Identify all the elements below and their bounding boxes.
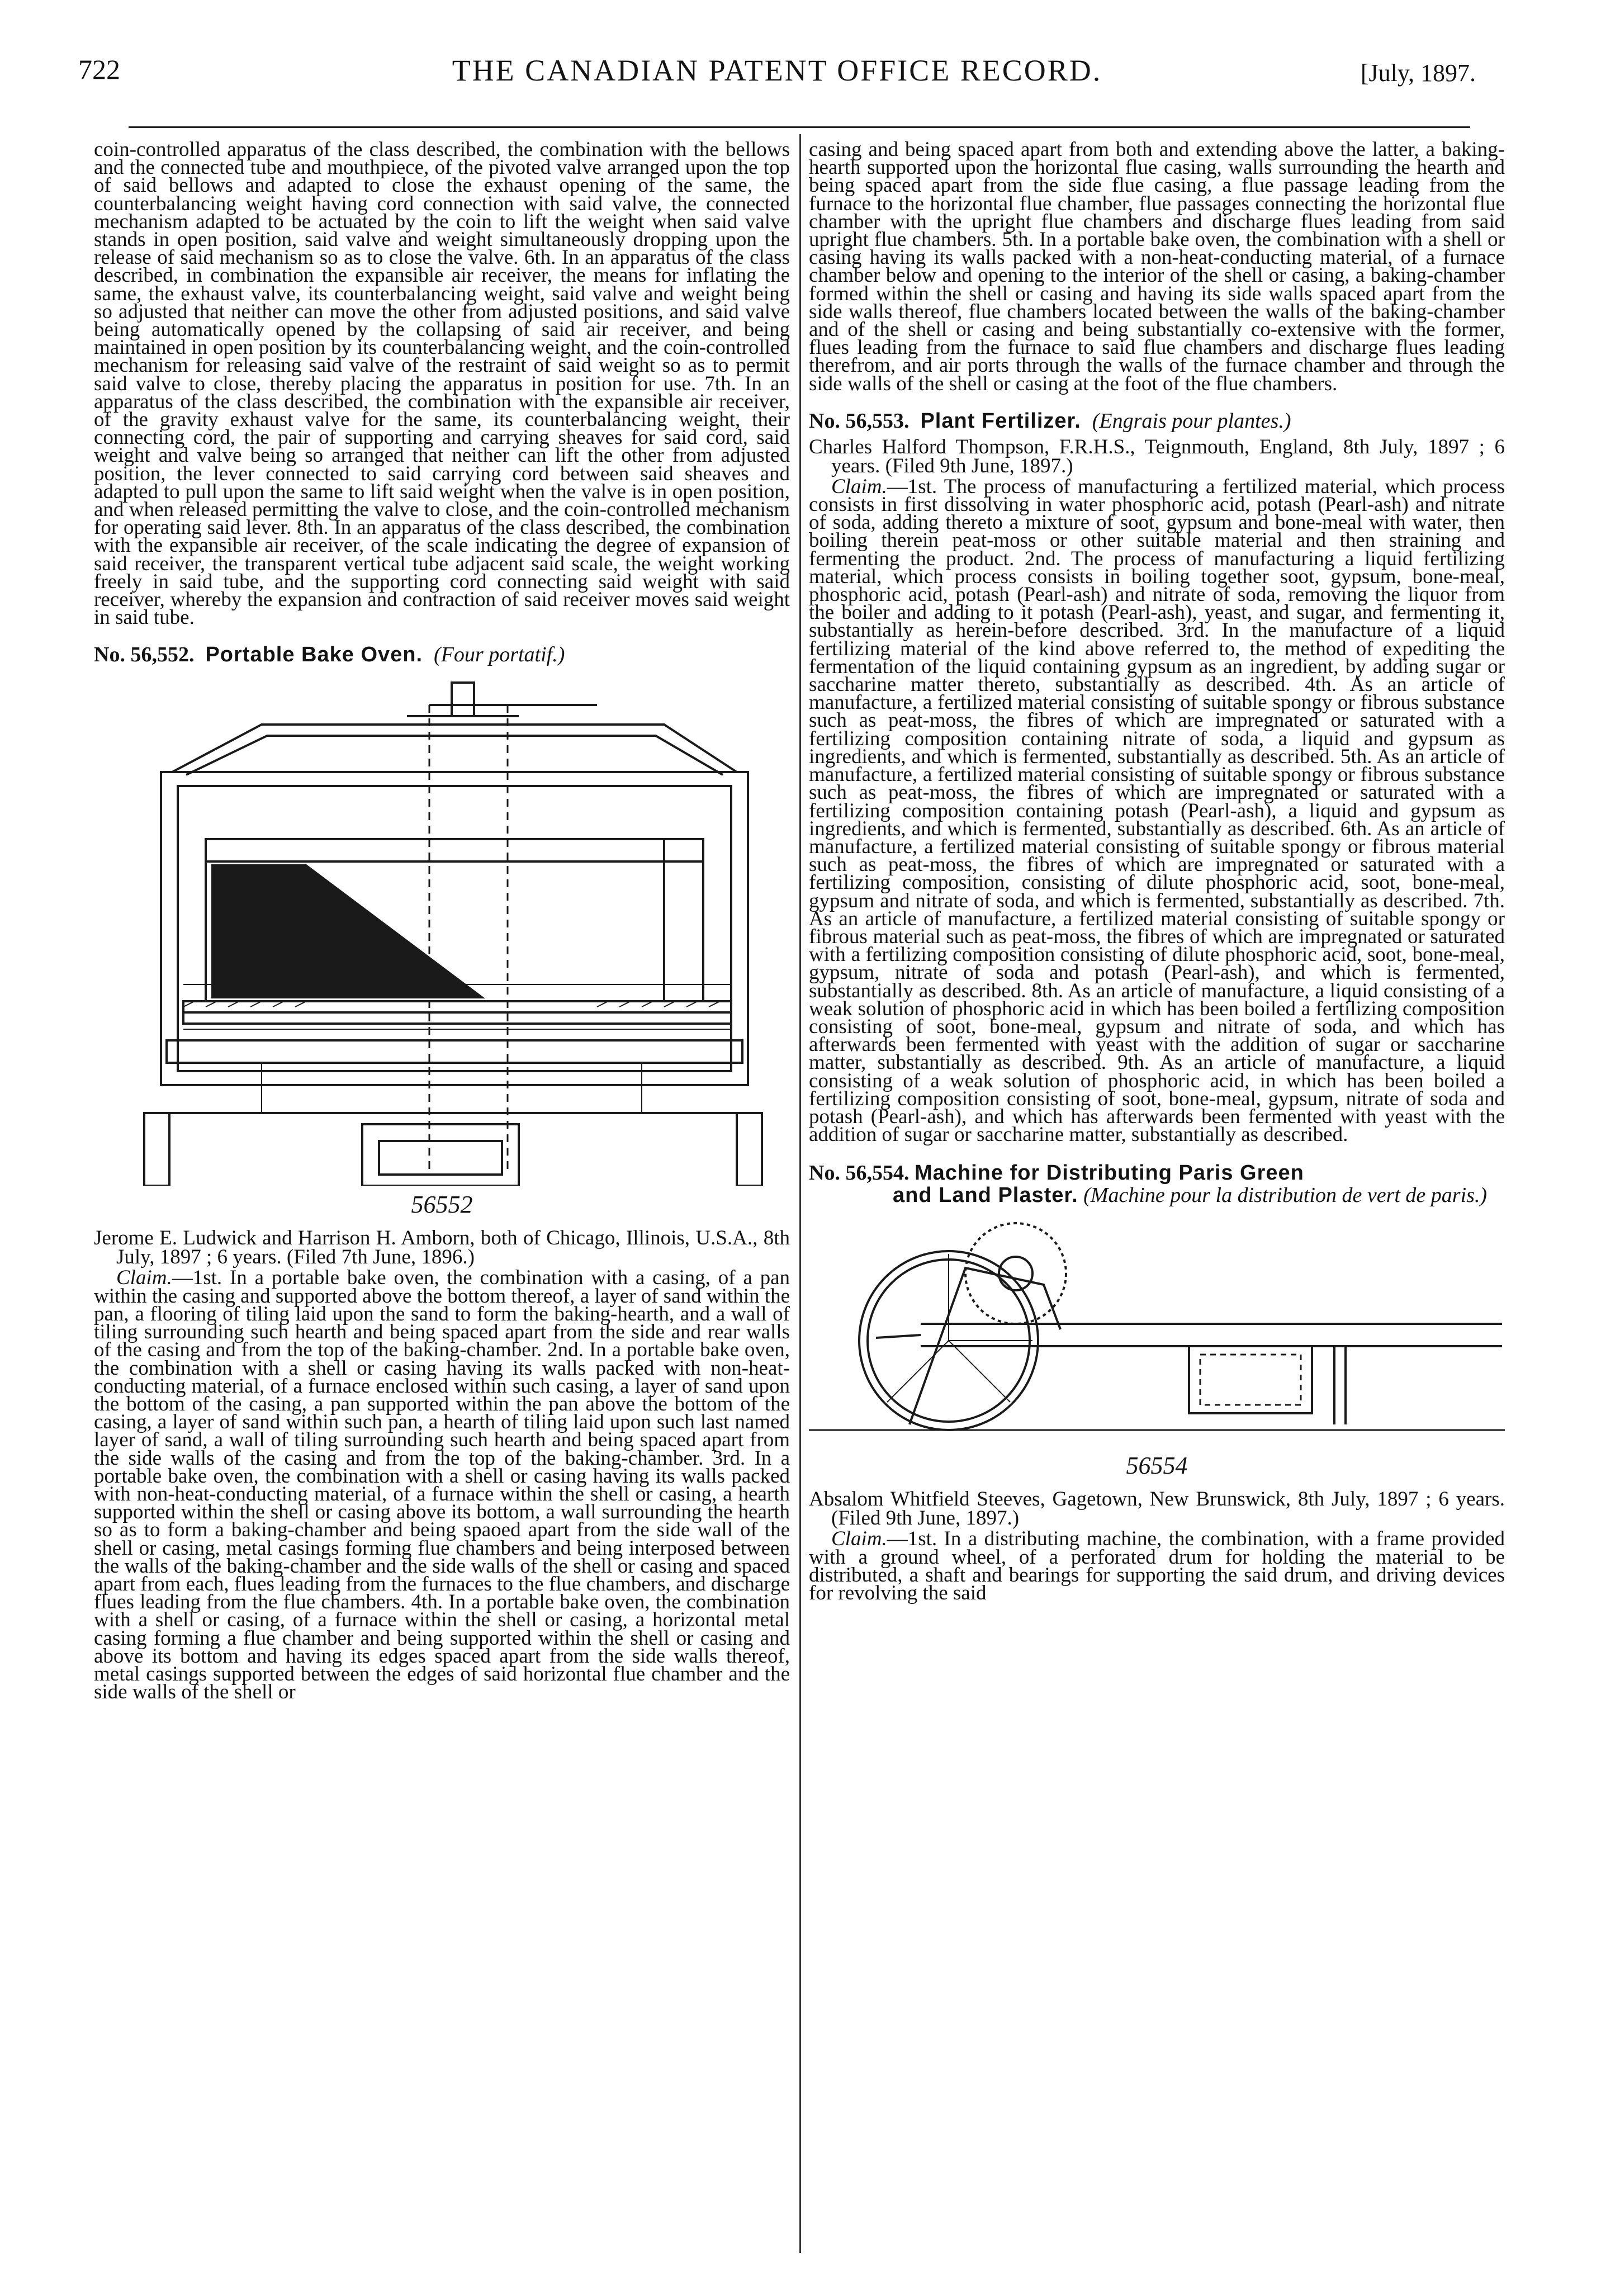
- right-column: [809, 138, 1505, 1604]
- column-divider: [799, 134, 801, 2253]
- distributing-machine-svg: [809, 1212, 1505, 1447]
- claim-lead: Claim.: [116, 1266, 172, 1290]
- patent-number: No. 56,553.: [809, 409, 910, 433]
- patent-french-title: (Engrais pour plantes.): [1092, 409, 1291, 433]
- bake-oven-svg: [94, 671, 790, 1186]
- figure-number-56552: 56552: [411, 1191, 473, 1219]
- claim-lead: Claim.: [831, 475, 887, 498]
- patent-heading-56552: [94, 643, 790, 666]
- claims-56553: [809, 475, 1505, 1147]
- patent-title: Portable Bake Oven.: [205, 643, 423, 667]
- page-header: [78, 53, 1476, 92]
- inventor-line-56552: Jerome E. Ludwick and Harrison H. Amborn, both of Chicago, Illinois, U.S.A., 8th July, 1897 ; 6 years. (Filed 7th June, 1896.): [94, 1227, 790, 1269]
- claims-text: —1st. In a portable bake oven, the combination with a casing, of a pan within the casing and supported above the bottom thereof, a layer of sand within the pan, a flooring of tiling laid upon the sand to form the baking-hearth, and a wall of tiling surrounding such hearth and being spaced apart from the side and rear walls of the casing and from the top of the baking-chamber. 2nd. In a portable bake oven, the combination with a shell or casing having its walls packed with non-heat-conducting material, of a furnace enclosed within such casing, a layer of sand upon the bottom of the casing, a pan supported within the pan above the bottom of the casing, a layer of sand within such pan, a hearth of tiling laid upon such last named layer of sand, a wall of tiling surrounding such hearth and being spaced apart from the side walls of the casing and from the top of the baking-chamber. 3rd. In a portable bake oven, the combination with a shell or casing having its walls packed with non-heat-conducting material, of a furnace within the shell or casing, a hearth supported within the shell or casing above its bottom, a wall surrounding the hearth so as to form a baking-chamber and being spaoed apart from the side wall of the shell or casing, metal casings forming flue chambers and being interposed between the walls of the baking-chamber and the side walls of the shell or casing and spaced apart from each, flues leading from the furnaces to the flue chambers, and discharge flues leading from the flue chambers. 4th. In a portable bake oven, the combination with a shell or casing, of a furnace within the shell or casing, a horizontal metal casing forming a flue chamber and being supported within the shell or casing and above its bottom and having its edges spaced apart from the side walls thereof, metal casings supported between the edges of said horizontal flue chamber and the side walls of the shell or: [94, 1266, 790, 1704]
- previous-entry-continuation: coin-controlled apparatus of the class described, the combination with the bellows and the connected tube and mouthpiece, of the pivoted valve arranged upon the top of said bellows and adapted to close the exhaust opening of the same, the counterbalancing weight having cord connection with said valve, the connected mechanism adapted to be actuated by the coin to lift the weight when said valve stands in open position, said valve and weight simultaneously dropping upon the release of said mechanism so as to close the valve. 6th. In an apparatus of the class described, in combination the expansible air receiver, the means for inflating the same, the exhaust valve, its counterbalancing weight, said valve and weight being so adjusted that neither can move the other from adjusted positions, and said valve being automatically opened by the collapsing of said air receiver, and being maintained in open position by its counterbalancing weight, and the coin-controlled mechanism for releasing said valve of the restraint of said weight so as to permit said valve to close, thereby placing the apparatus in position for use. 7th. In an apparatus of the class described, the combination with the expansible air receiver, of the gravity exhaust valve for the same, its counterbalancing weight, their connecting cord, the pair of supporting and carrying sheaves for said cord, said weight and valve being so arranged that neither can lift the other from adjusted position, the lever connected to said carrying cord between said sheaves and adapted to pull upon the same to lift said weight when the valve is in open position, and when released permitting the valve to close, and the coin-controlled mechanism for operating said lever. 8th. In an apparatus of the class described, the combination with the expansible air receiver, of the scale indicating the degree of expansion of said receiver, the transparent vertical tube adjacent said scale, the weight working freely in said tube, and the supporting cord connecting said weight with said receiver, whereby the expansion and contraction of said receiver moves said weight in said tube.: [94, 138, 790, 629]
- left-column: [94, 138, 790, 1704]
- patent-title-line2: and Land Plaster.: [893, 1183, 1078, 1208]
- issue-date: [July, 1897.: [1360, 59, 1476, 87]
- patent-number: No. 56,552.: [94, 643, 195, 667]
- claims-text: —1st. The process of manufacturing a fertilized material, which process consists in first dissolving in water phosphoric acid, potash (Pearl-ash) and nitrate of soda, adding thereto a mixture of soot, gypsum and bone-meal with water, then boiling therein peat-moss or other suitable material and then straining and fermenting the product. 2nd. The process of manufacturing a liquid fertilizing material, which process consists in boiling together soot, gypsum, bone-meal, phosphoric acid, potash (Pearl-ash) and nitrate of soda, removing the liquor from the boiler and adding to it potash (Pearl-ash), yeast, and sugar, and fermenting it, substantially as herein-before described. 3rd. In the manufacture of a liquid fertilizing material of the kind above referred to, the method of expediting the fermentation of the liquid containing gypsum as an ingredient, by adding sugar or saccharine matter thereto, substantially as described. 4th. As an article of manufacture, a fertilized material consisting of suitable spongy or fibrous substance such as peat-moss, the fibres of which are impregnated or saturated with a fertilizing composition containing nitrate of soda, a liquid and gypsum as ingredients, and which is fermented, substantially as described. 5th. As an article of manufacture, a fertilized material consisting of suitable spongy or fibrous substance such as peat-moss, the fibres of which are impregnated or saturated with a fertilizing composition containing potash (Pearl-ash), a liquid and gypsum as ingredients, and which is fermented, substantially as described. 6th. As an article of manufacture, a fertilized material consisting of suitable spongy or fibrous material such as peat-moss, the fibres of which are impregnated or saturated with a fertilizing composition, consisting of dilute phosphoric acid, soot, bone-meal, gypsum and nitrate of soda, and which is fermented, substantially as described. 7th. As an article of manufacture, a fertilized material consisting of suitable spongy or fibrous material such as peat-moss, the fibres of which are impregnated or saturated with a fertilizing composition consisting of dilute phosphoric acid, soot, bone-meal, gypsum, nitrate of soda and potash (Pearl-ash), and which is fermented, substantially as described. 8th. As an article of manufacture, a liquid consisting of a weak solution of phosphoric acid in which has been boiled a fertilizing composition consisting of soot, bone-meal, gypsum and nitrate of soda, and which has afterwards been fermented with yeast with the addition of sugar or saccharine matter, substantially as described. 9th. As an article of manufacture, a liquid consisting of a weak solution of phosphoric acid, in which has been boiled a fertilizing composition consisting of soot, bone-meal, gypsum, nitrate of soda and potash (Pearl-ash), and which has afterwards been fermented with yeast with the addition of sugar or saccharine matter, substantially as described.: [809, 475, 1505, 1147]
- bake-oven-claims-continuation: casing and being spaced apart from both and extending above the latter, a baking-hearth supported upon the horizontal flue casing, walls surrounding the hearth and being spaced apart from the side flue casing, a flue passage leading from the furnace to the horizontal flue chamber, flue passages connecting the horizontal flue chamber with the upright flue chambers and discharge flues leading from said upright flue chambers. 5th. In a portable bake oven, the combination with a shell or casing having its walls packed with a non-heat-conducting material, of a furnace chamber below and opening to the interior of the shell or casing, a baking-chamber formed within the shell or casing and having its side walls spaced apart from the side walls thereof, flue chambers located between the walls of the baking-chamber and of the shell or casing and being substantially co-extensive with the former, flues leading from the furnace to said flue chambers and discharge flues leading therefrom, and air ports through the walls of the furnace chamber and through the side walls of the shell or casing at the foot of the flue chambers.: [809, 138, 1505, 395]
- claims-text: —1st. In a distributing machine, the combination, with a frame provided with a ground wheel, of a perforated drum for holding the material to be distributed, a shaft and bearings for supporting the said drum, and driving devices for revolving the said: [809, 1527, 1505, 1604]
- page-number: 722: [78, 54, 120, 85]
- inventor-line-56554: Absalom Whitfield Steeves, Gagetown, New Brunswick, 8th July, 1897 ; 6 years. (Filed 9th June, 1897.): [809, 1488, 1505, 1530]
- bake-oven-drawing: [94, 671, 790, 1186]
- figure-number-56554: 56554: [1126, 1452, 1188, 1480]
- patent-number: No. 56,554.: [809, 1161, 910, 1185]
- claim-lead: Claim.: [831, 1527, 887, 1551]
- distributing-machine-drawing: [809, 1212, 1505, 1447]
- patent-heading-56553: [809, 410, 1505, 432]
- header-rule: [129, 126, 1470, 128]
- claims-56552: [94, 1266, 790, 1704]
- patent-title-line1: Machine for Distributing Paris Green: [914, 1161, 1304, 1185]
- patent-title: Plant Fertilizer.: [920, 409, 1081, 433]
- patent-french-title: (Four portatif.): [434, 643, 565, 667]
- claims-56554: [809, 1527, 1505, 1604]
- journal-title: THE CANADIAN PATENT OFFICE RECORD.: [452, 54, 1102, 87]
- patent-heading-56554: [809, 1162, 1505, 1206]
- inventor-line-56553: Charles Halford Thompson, F.R.H.S., Teignmouth, England, 8th July, 1897 ; 6 years. (Filed 9th June, 1897.): [809, 435, 1505, 477]
- patent-french-title: (Machine pour la distribution de vert de paris.): [1083, 1183, 1488, 1208]
